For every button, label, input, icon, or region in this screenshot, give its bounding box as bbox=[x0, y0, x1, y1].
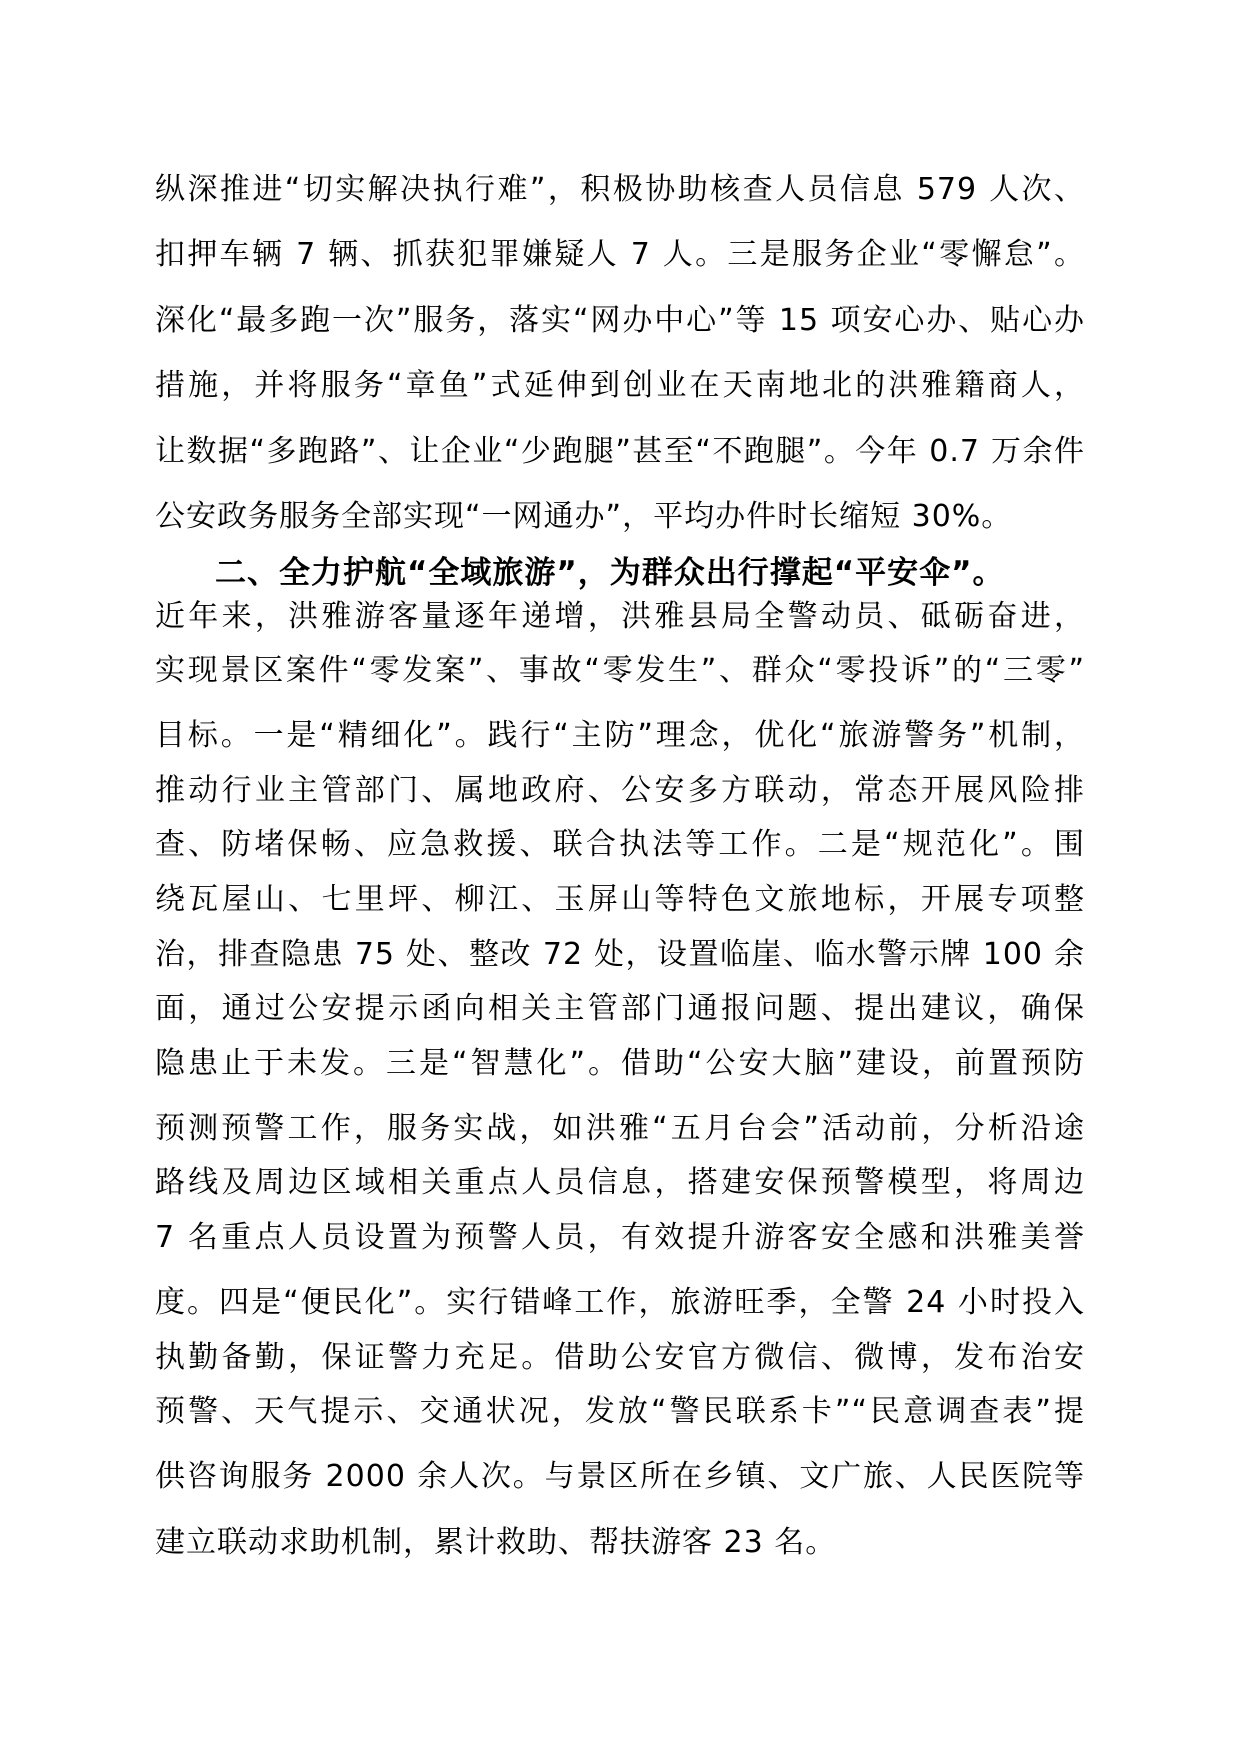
paragraph-2-line: 实现景区案件“零发案”、事故“零发生”、群众“零投诉”的“三零” bbox=[155, 653, 1085, 688]
paragraph-2-line: 绕瓦屋山、七里坪、柳江、玉屏山等特色文旅地标，开展专项整 bbox=[155, 882, 1085, 917]
paragraph-2-line: 治，排查隐患 75 处、整改 72 处，设置临崖、临水警示牌 100 余 bbox=[155, 937, 1085, 972]
paragraph-2-line: 推动行业主管部门、属地政府、公安多方联动，常态开展风险排 bbox=[155, 773, 1085, 808]
paragraph-2-line: 面，通过公安提示函向相关主管部门通报问题、提出建议，确保 bbox=[155, 991, 1085, 1026]
paragraph-2-line: 隐患止于未发。三是“智慧化”。借助“公安大脑”建设，前置预防 bbox=[155, 1046, 1085, 1081]
paragraph-2-line: 7 名重点人员设置为预警人员，有效提升游客安全感和洪雅美誉 bbox=[155, 1220, 1085, 1255]
paragraph-1-line: 纵深推进“切实解决执行难”，积极协助核查人员信息 579 人次、 bbox=[155, 172, 1085, 207]
paragraph-1-line: 措施，并将服务“章鱼”式延伸到创业在天南地北的洪雅籍商人， bbox=[155, 368, 1085, 403]
paragraph-1-line: 扣押车辆 7 辆、抓获犯罪嫌疑人 7 人。三是服务企业“零懈怠”。 bbox=[155, 237, 1085, 272]
paragraph-1-line: 深化“最多跑一次”服务，落实“网办中心”等 15 项安心办、贴心办 bbox=[155, 303, 1085, 338]
paragraph-2-line: 目标。一是“精细化”。践行“主防”理念，优化“旅游警务”机制， bbox=[155, 718, 1085, 753]
paragraph-2-line: 建立联动求助机制，累计救助、帮扶游客 23 名。 bbox=[155, 1525, 837, 1560]
paragraph-2-line: 近年来，洪雅游客量逐年递增，洪雅县局全警动员、砥砺奋进， bbox=[155, 599, 1085, 634]
paragraph-2-line: 预警、天气提示、交通状况，发放“警民联系卡”“民意调查表”提 bbox=[155, 1394, 1085, 1429]
paragraph-1-line: 让数据“多跑路”、让企业“少跑腿”甚至“不跑腿”。今年 0.7 万余件 bbox=[155, 434, 1085, 469]
section-heading: 二、全力护航“全域旅游”，为群众出行撑起“平安伞”。 bbox=[215, 555, 1005, 591]
paragraph-2-line: 查、防堵保畅、应急救援、联合执法等工作。二是“规范化”。围 bbox=[155, 827, 1085, 862]
paragraph-2-line: 路线及周边区域相关重点人员信息，搭建安保预警模型，将周边 bbox=[155, 1165, 1085, 1200]
paragraph-2-line: 度。四是“便民化”。实行错峰工作，旅游旺季，全警 24 小时投入 bbox=[155, 1285, 1085, 1320]
paragraph-2-line: 预测预警工作，服务实战，如洪雅“五月台会”活动前，分析沿途 bbox=[155, 1111, 1085, 1146]
paragraph-2-line: 执勤备勤，保证警力充足。借助公安官方微信、微博，发布治安 bbox=[155, 1340, 1085, 1375]
paragraph-2-line: 供咨询服务 2000 余人次。与景区所在乡镇、文广旅、人民医院等 bbox=[155, 1459, 1085, 1494]
paragraph-1-line: 公安政务服务全部实现“一网通办”，平均办件时长缩短 30%。 bbox=[155, 499, 1013, 534]
